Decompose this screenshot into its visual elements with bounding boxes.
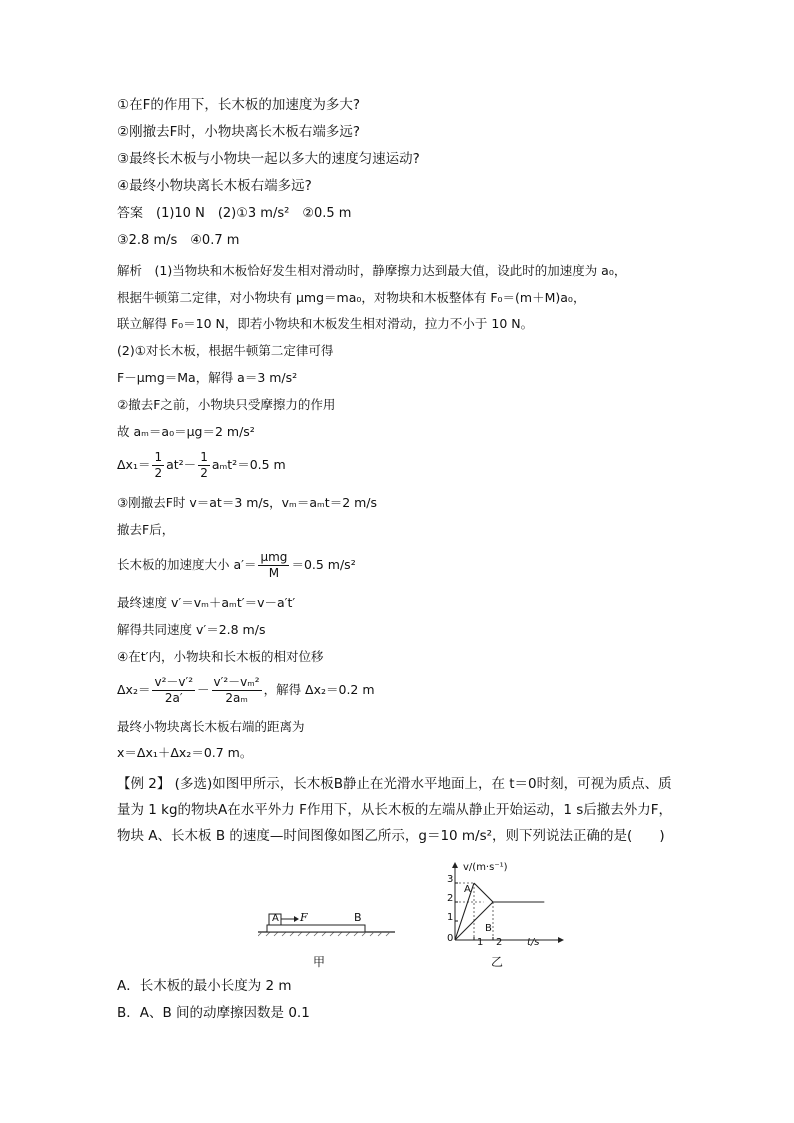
question-2: ②刚撤去F时，小物块离长木板右端多远? xyxy=(117,124,361,140)
formula-dx1-suffix: aₘt²＝0.5 m xyxy=(211,457,286,472)
origin-label: 0 xyxy=(447,933,454,944)
board-b xyxy=(267,925,365,932)
figure-b-caption: 乙 xyxy=(491,955,504,969)
y-axis-arrowhead xyxy=(452,862,458,868)
fraction-numerator: v′²－vₘ² xyxy=(213,675,260,689)
explanation-line-1: 解析 (1)当物块和木板恰好发生相对滑动时，静摩擦力达到最大值，设此时的加速度为 a₀， xyxy=(117,263,627,278)
explanation-line-9: ③刚撤去F时 v＝at＝3 m/s，vₘ＝aₘt＝2 m/s xyxy=(117,495,378,510)
x-axis-arrowhead xyxy=(558,937,564,943)
formula-dx2-prefix: Δx₂＝ xyxy=(117,682,151,697)
question-1: ①在F的作用下，长木板的加速度为多大? xyxy=(117,97,361,113)
question-3: ③最终长木板与小物块一起以多大的速度匀速运动? xyxy=(117,151,420,167)
formula-a-prime-prefix: 长木板的加速度大小 a′＝ xyxy=(117,557,257,572)
series-a-segment-2 xyxy=(474,883,493,902)
explanation-line-2: 根据牛顿第二定律，对小物块有 μmg＝ma₀，对物块和木板整体有 F₀＝(m＋M)a₀， xyxy=(117,290,586,305)
figure-a-caption: 甲 xyxy=(313,955,326,969)
explanation-line-10: 撤去F后， xyxy=(117,522,175,537)
x-tick-1: 1 xyxy=(477,937,484,948)
series-b-label: B xyxy=(485,923,492,934)
x-tick-2: 2 xyxy=(496,937,503,948)
fraction-half-1 xyxy=(152,450,164,481)
question-4: ④最终小物块离长木板右端多远? xyxy=(117,178,312,194)
fraction-numerator: μmg xyxy=(260,550,288,564)
fraction-numerator: 1 xyxy=(200,450,208,464)
fraction-denominator: 2aₘ xyxy=(225,691,248,705)
force-arrowhead xyxy=(294,916,299,922)
formula-dx2-middle: － xyxy=(197,682,210,697)
explanation-line-8 xyxy=(117,450,286,481)
option-b: B．A、B 间的动摩擦因数是 0.1 xyxy=(117,1005,310,1021)
answer-line-2: ③2.8 m/s ④0.7 m xyxy=(117,233,240,248)
figure-a-block-board xyxy=(258,905,398,965)
y-tick-3: 3 xyxy=(447,874,454,885)
fraction-half-2 xyxy=(198,450,210,481)
explanation-line-14: ④在t′内，小物块和长木板的相对位移 xyxy=(117,649,324,664)
explanation-line-11 xyxy=(117,550,356,581)
formula-a-prime-suffix: ＝0.5 m/s² xyxy=(291,557,356,572)
explanation-line-17: x＝Δx₁＋Δx₂＝0.7 m。 xyxy=(117,745,253,760)
y-tick-1: 1 xyxy=(447,912,454,923)
explanation-line-7: 故 aₘ＝a₀＝μg＝2 m/s² xyxy=(117,424,255,439)
explanation-line-6: ②撤去F之前，小物块只受摩擦力的作用 xyxy=(117,397,336,412)
fraction-numerator: 1 xyxy=(154,450,163,464)
fraction-dx2-2 xyxy=(212,675,262,706)
fraction-numerator: v²－v′² xyxy=(154,675,194,689)
formula-dx1-middle: at²－ xyxy=(166,457,197,472)
series-a-label: A xyxy=(464,884,471,895)
fraction-dx2-1 xyxy=(152,675,195,706)
explanation-line-15 xyxy=(117,675,375,706)
label-force-f: F xyxy=(300,911,308,924)
label-block-a: A xyxy=(272,913,279,924)
explanation-line-12: 最终速度 v′＝vₘ＋aₘt′＝v－a′t′ xyxy=(117,595,296,610)
fraction-denominator: 2 xyxy=(200,466,208,480)
explanation-line-5: F－μmg＝Ma，解得 a＝3 m/s² xyxy=(117,370,298,385)
example-2-text: 【例 2】 (多选)如图甲所示，长木板B静止在光滑水平地面上，在 t＝0时刻，可视为质点、质量为 1 kg的物块A在水平外力 F作用下，从长木板的左端从静止开始运动，1 s后撤去外力F，物块 A、长木板 B 的速度—时间图像如图乙所示，g＝10 m/s²，则下列说法正确的是( ) xyxy=(117,776,673,844)
fraction-denominator: 2a′ xyxy=(164,691,183,705)
explanation-line-3: 联立解得 F₀＝10 N，即若小物块和木板发生相对滑动，拉力不小于 10 N。 xyxy=(117,316,534,331)
answer-line-1: 答案 (1)10 N (2)①3 m/s² ②0.5 m xyxy=(117,206,352,221)
label-board-b: B xyxy=(354,911,362,924)
y-tick-2: 2 xyxy=(447,893,454,904)
explanation-line-13: 解得共同速度 v′＝2.8 m/s xyxy=(117,622,266,637)
y-axis-label: v/(m·s⁻¹) xyxy=(463,862,508,873)
explanation-line-16: 最终小物块离长木板右端的距离为 xyxy=(117,719,305,734)
fraction-denominator: M xyxy=(268,566,280,580)
explanation-line-4: (2)①对长木板，根据牛顿第二定律可得 xyxy=(117,343,334,358)
fraction-denominator: 2 xyxy=(154,466,163,480)
formula-dx2-suffix: ，解得 Δx₂＝0.2 m xyxy=(263,682,375,697)
x-axis-label: t/s xyxy=(527,937,540,948)
option-a: A．长木板的最小长度为 2 m xyxy=(117,978,292,994)
fraction-umg-over-m xyxy=(258,550,289,581)
formula-dx1-prefix: Δx₁＝ xyxy=(117,457,151,472)
